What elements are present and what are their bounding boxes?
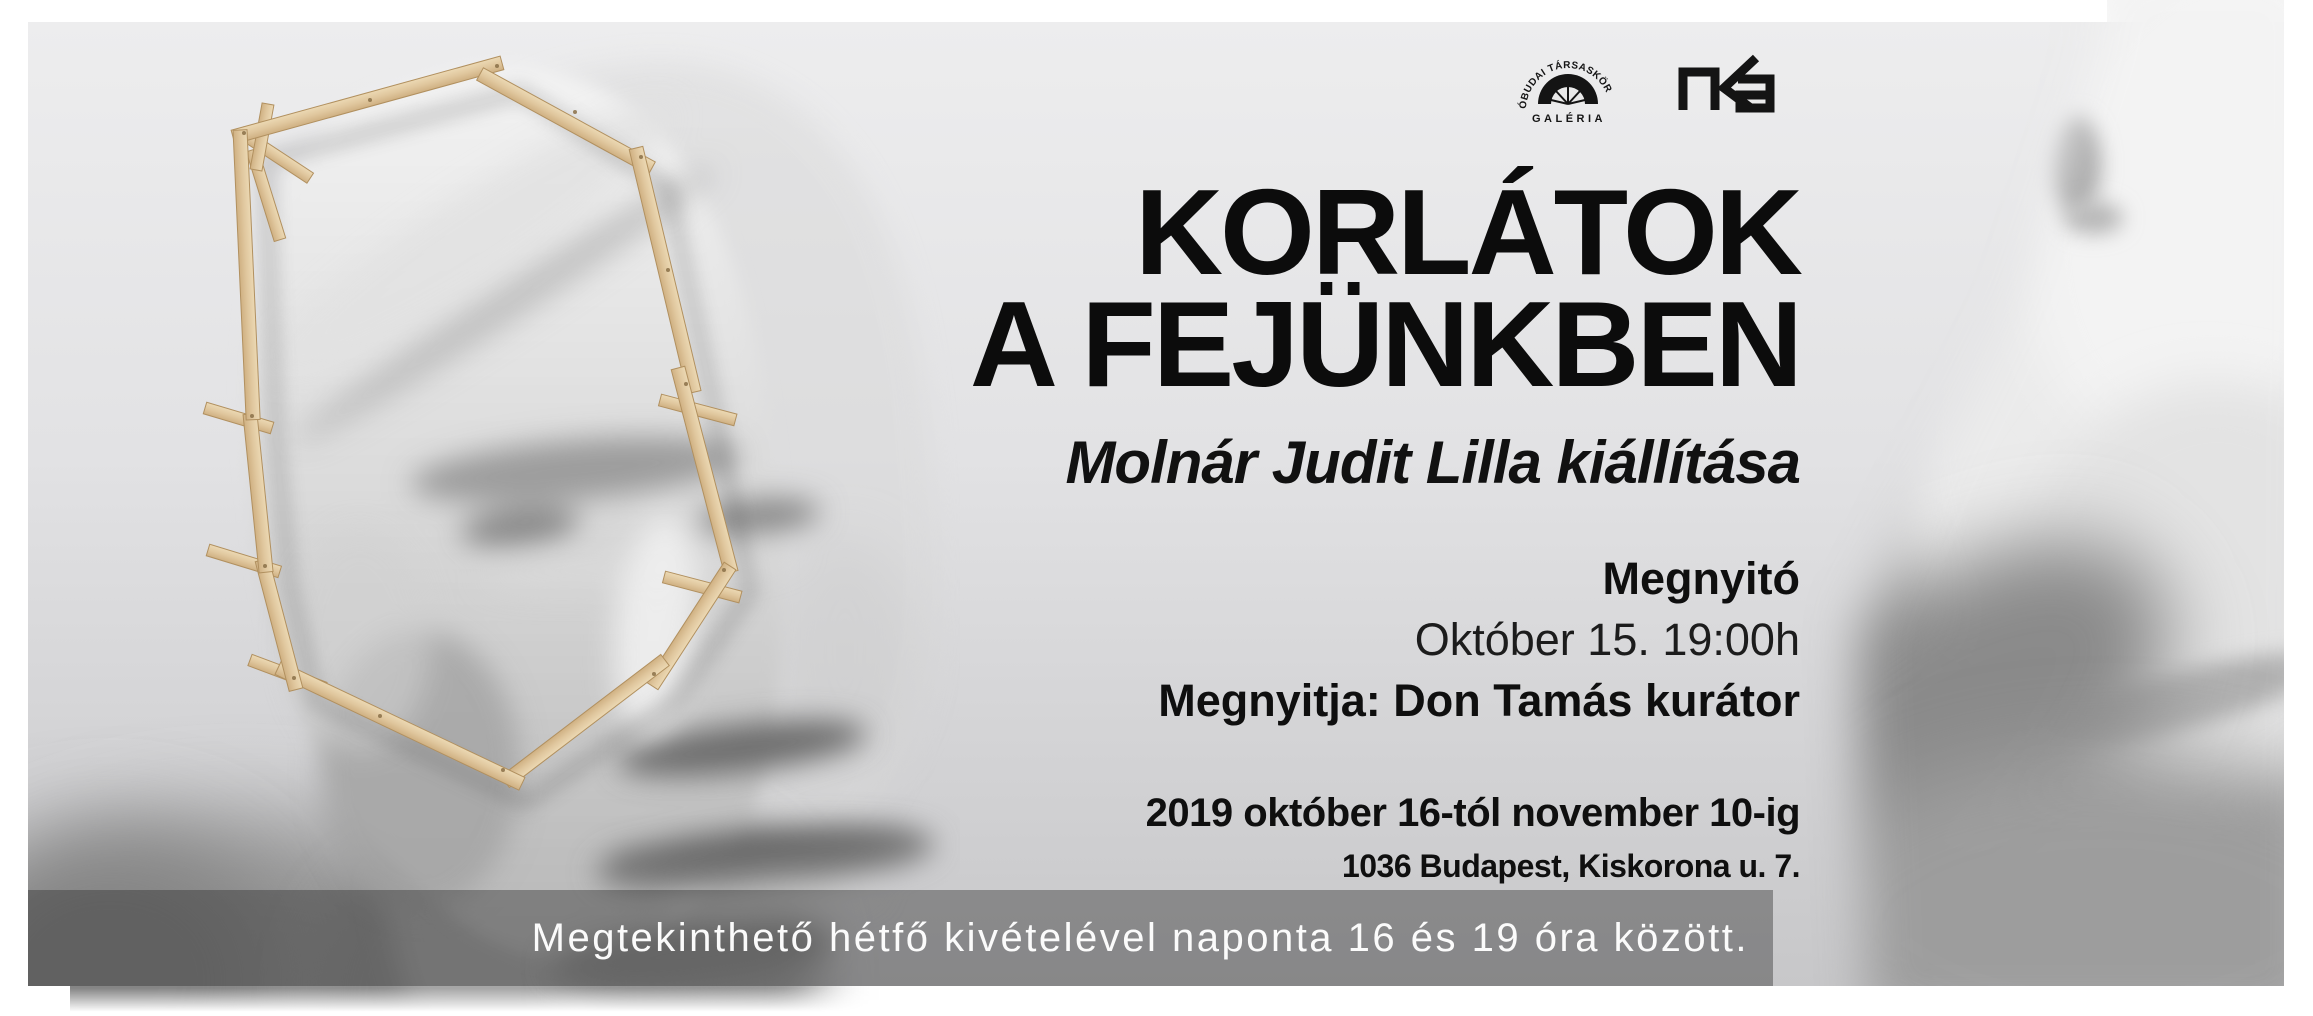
title-line-1: KORLÁTOK bbox=[1134, 164, 1800, 300]
galeria-logo bbox=[1513, 48, 1623, 126]
poster-text-column bbox=[460, 164, 1800, 888]
date-range: 2019 október 16-tól november 10-ig bbox=[1145, 791, 1800, 835]
nka-a bbox=[1738, 79, 1770, 108]
address: 1036 Budapest, Kiskorona u. 7. bbox=[1341, 848, 1800, 884]
visiting-hours-text: Megtekinthető hétfő kivételével naponta 16 és 19 óra között. bbox=[531, 916, 1749, 960]
exhibition-title bbox=[460, 164, 1800, 412]
exhibition-subtitle: Molnár Judit Lilla kiállítása bbox=[1065, 429, 1800, 496]
opening-datetime: Október 15. 19:00h bbox=[1414, 614, 1800, 665]
title-line-2: A FEJÜNKBEN bbox=[969, 276, 1800, 412]
nka-logo bbox=[1676, 52, 1780, 114]
opening-info bbox=[460, 548, 1800, 731]
galeria-arc-text: ÓBUDAI TÁRSASKÖR bbox=[1517, 59, 1614, 110]
opening-heading: Megnyitó bbox=[1602, 553, 1800, 604]
visiting-hours-banner bbox=[28, 890, 1773, 986]
opening-curator: Megnyitja: Don Tamás kurátor bbox=[1158, 675, 1800, 726]
nka-n bbox=[1683, 72, 1715, 110]
duration-info bbox=[460, 788, 1800, 888]
profile-photo bbox=[1775, 0, 2284, 986]
galeria-sub-text: GALÉRIA bbox=[1532, 113, 1606, 125]
